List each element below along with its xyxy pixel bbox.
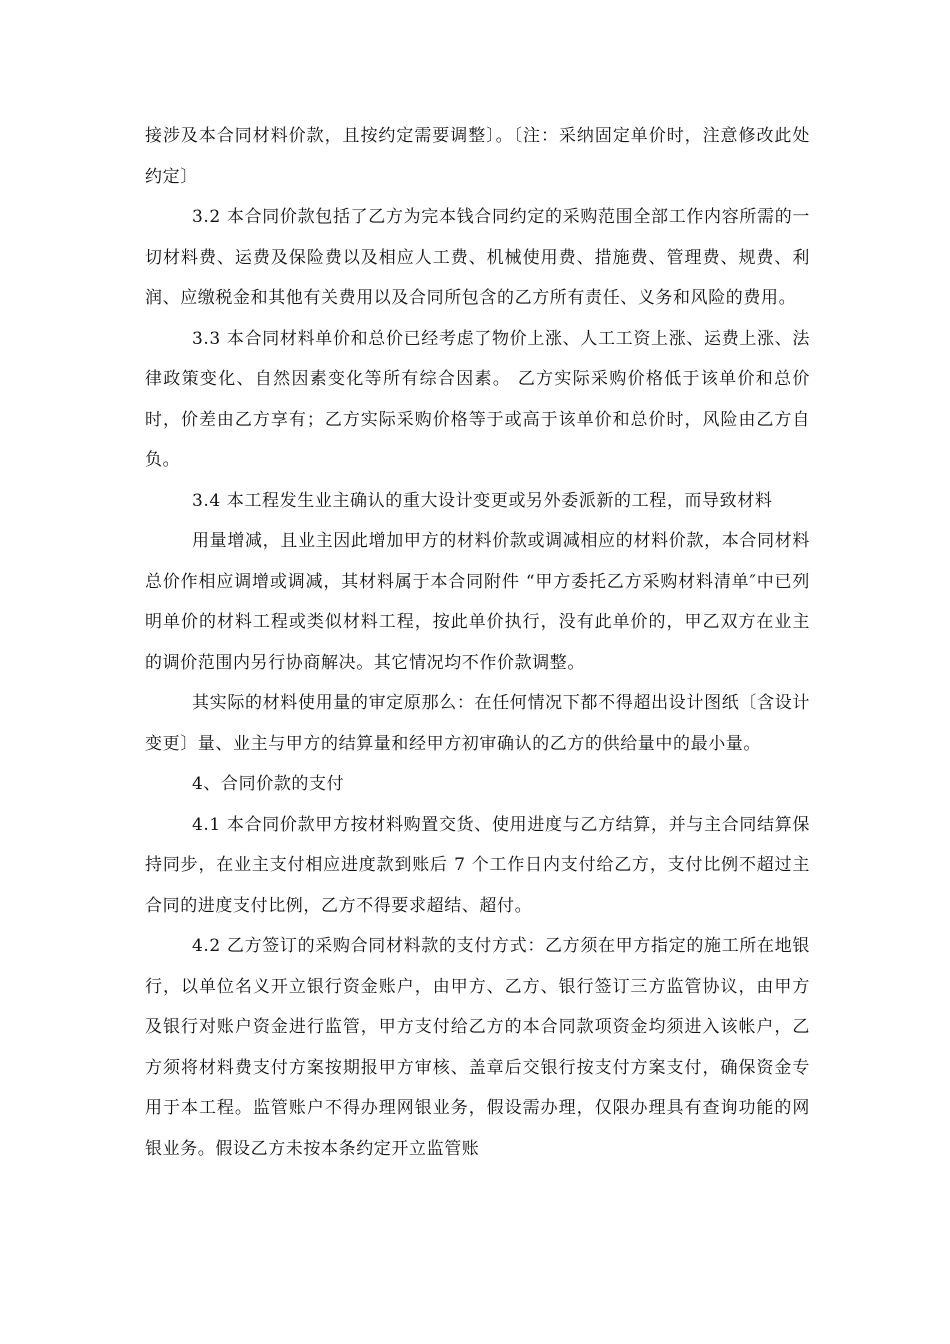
section-heading-4: 4、合同价款的支付	[192, 774, 345, 794]
paragraph-clause-4-1: 4.1 本合同价款甲方按材料购置交货、使用进度与乙方结算，并与主合同结算保持同步，在业主支付相应进度款到账后 7 个工作日内支付给乙方，支付比例不超过主合同的进度支付比例，乙方不得要求超结、超付。	[145, 814, 810, 916]
paragraph-1: 接涉及本合同材料价款，且按约定需要调整〕。〔注：采纳固定单价时，注意修改此处约定〕	[145, 126, 810, 187]
paragraph-clause-3-3: 3.3 本合同材料单价和总价已经考虑了物价上涨、人工工资上涨、运费上涨、法律政策变化、自然因素变化等所有综合因素。 乙方实际采购价格低于该单价和总价时，价差由乙方享有；乙方实际采购价格等于或高于该单价和总价时，风险由乙方自负。	[145, 328, 810, 470]
paragraph-clause-3-4-continued: 用量增减，且业主因此增加甲方的材料价款或调减相应的材料价款，本合同材料总价作相应调增或调减，其材料属于本合同附件 “甲方委托乙方采购材料清单″中已列明单价的材料工程或类似材料工程，按此单价执行，没有此单价的，甲乙双方在业主的调价范围内另行协商解决。其它情况均不作价款调整。	[145, 531, 810, 673]
document-page	[145, 116, 810, 1169]
paragraph-usage-principle: 其实际的材料使用量的审定原那么：在任何情况下都不得超出设计图纸〔含设计变更〕量、业主与甲方的结算量和经甲方初审确认的乙方的供给量中的最小量。	[145, 693, 810, 754]
paragraph-clause-3-4: 3.4 本工程发生业主确认的重大设计变更或另外委派新的工程，而导致材料	[192, 490, 773, 511]
paragraph-clause-4-2: 4.2 乙方签订的采购合同材料款的支付方式：乙方须在甲方指定的施工所在地银行，以单位名义开立银行资金账户，由甲方、乙方、银行签订三方监管协议，由甲方及银行对账户资金进行监管，甲方支付给乙方的本合同款项资金均须进入该帐户，乙方须将材料费支付方案按期报甲方审核、盖章后交银行按支付方案支付，确保资金专用于本工程。监管账户不得办理网银业务，假设需办理，仅限办理具有查询功能的网银业务。假设乙方未按本条约定开立监管账	[145, 936, 810, 1159]
paragraph-clause-3-2: 3.2 本合同价款包括了乙方为完本钱合同约定的采购范围全部工作内容所需的一切材料费、运费及保险费以及相应人工费、机械使用费、措施费、管理费、规费、利润、应缴税金和其他有关费用以及合同所包含的乙方所有责任、义务和风险的费用。	[145, 207, 810, 308]
